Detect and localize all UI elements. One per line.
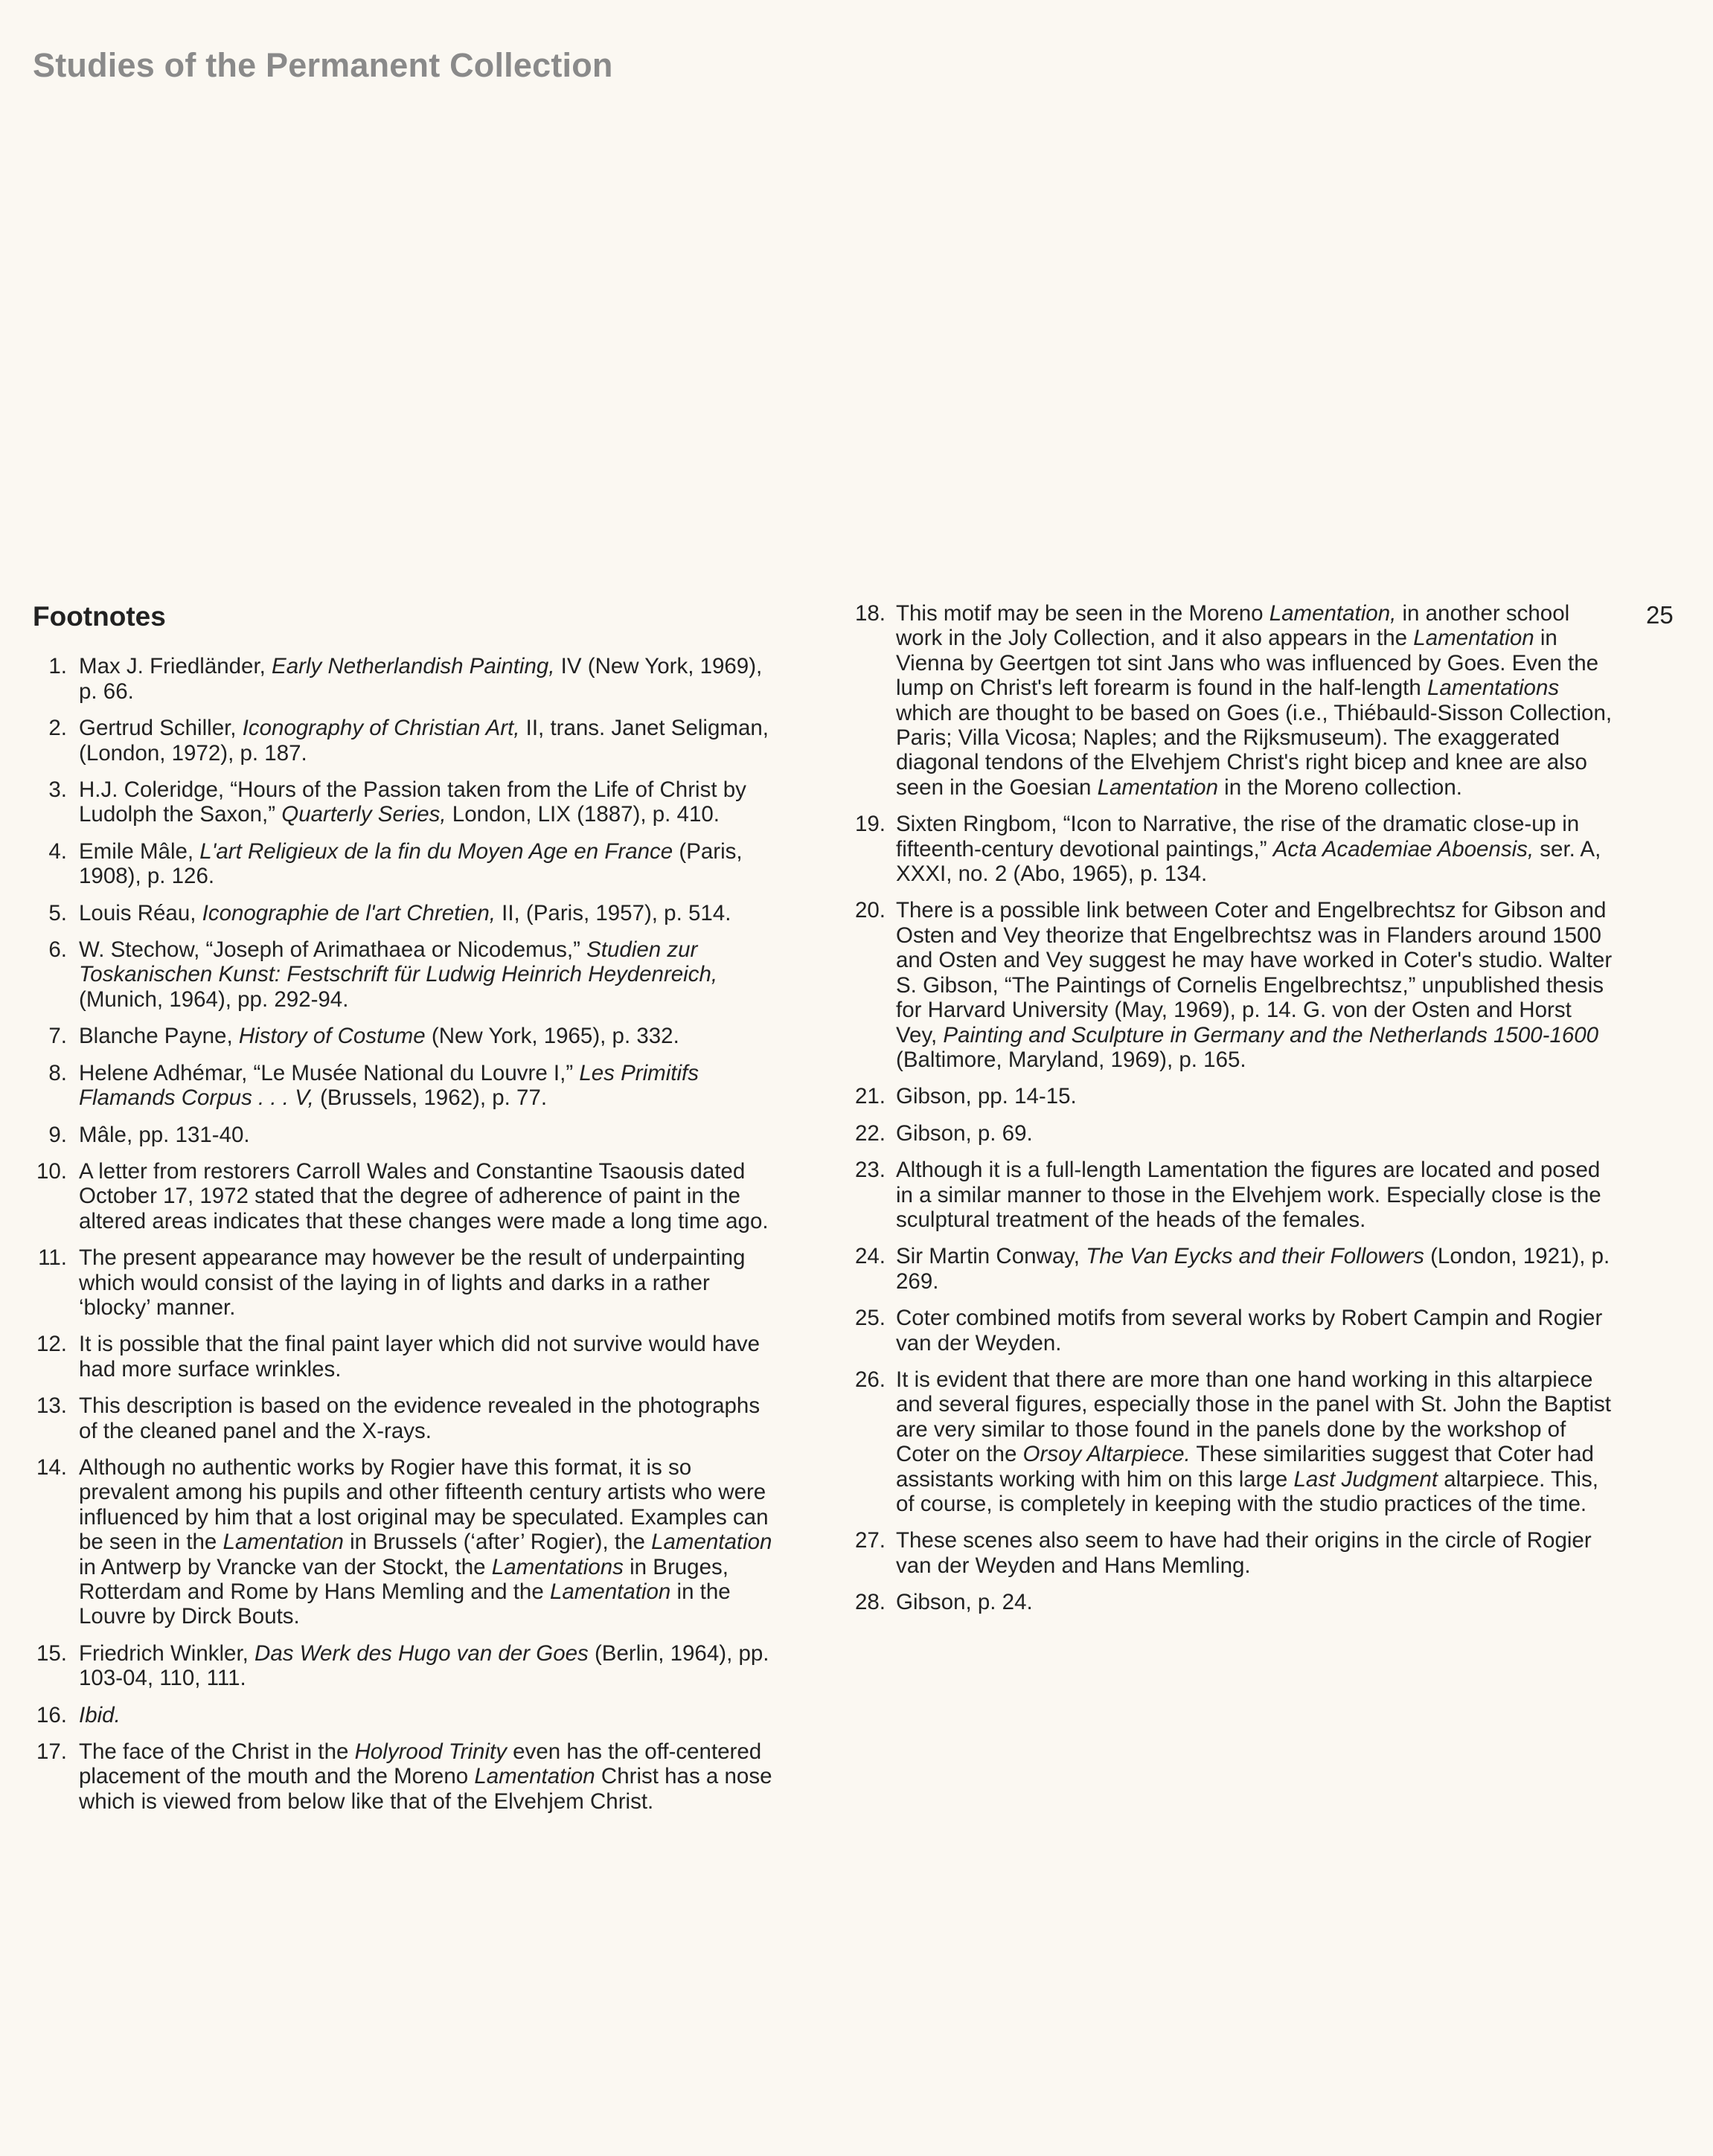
footnote-number: 11. [38,1245,67,1271]
footnote-text-segment: Sixten Ringbom, “Icon to Narrative, the rise of the dramatic close-up in fifteenth-century devotional paintings,” [896,812,1580,862]
footnote-text-segment: W. Stechow, “Joseph of Arimathaea or Nicodemus,” [79,937,587,963]
footnote-text-segment: Mâle, pp. 131-40. [79,1122,250,1147]
footnote-number: 1. [48,654,67,679]
footnote-text [79,1455,777,1629]
footnote-text-segment: Gertrud Schiller, [79,716,243,741]
footnote-text-segment: (New York, 1965), p. 332. [425,1024,679,1049]
footnote-text-segment: A letter from restorers Carroll Wales and Constantine Tsaousis dated October 17, 1972 stated that the degree of adherence of paint in the altered areas indicates that these changes were made a long time ago. [79,1158,769,1233]
footnote-text-segment: Coter combined motifs from several works by Robert Campin and Rogier van der Weyden. [896,1306,1603,1355]
footnote-text-segment: II, trans. Janet Seligman, (London, 1972), p. 187. [79,716,769,766]
footnote-number: 28. [854,1590,886,1615]
footnote-text [79,1024,777,1048]
footnote-text [79,1641,777,1691]
footnote-text [896,1590,1615,1614]
footnote [848,1367,1615,1516]
footnote-text [79,1245,777,1320]
footnote-text-segment: (Munich, 1964), pp. 292-94. [79,986,349,1012]
footnote-text-segment: even has the off-centered placement of the mouth and the Moreno [79,1739,762,1789]
footnote-number: 23. [854,1158,886,1183]
footnote-text-segment: These scenes also seem to have had their origins in the circle of Rogier van der Weyden and Hans Memling. [896,1528,1592,1578]
footnote-text-segment: It is evident that there are more than one hand working in this altarpiece and several figures, especially those in the panel with St. John the Baptist are very similar to those found in the panels done by the workshop of Coter on the [896,1367,1611,1467]
footnote-text-segment: in Brussels (‘after’ Rogier), the [343,1530,652,1555]
footnote-text-segment: This description is based on the evidence revealed in the photographs of the cleaned panel and the X-rays. [79,1393,761,1443]
footnote [33,839,777,889]
footnote-title-italic: Lamentation [474,1764,595,1789]
footnote-text-segment: Gibson, p. 69. [896,1120,1033,1146]
footnote-number: 24. [854,1244,886,1269]
footnote-number: 10. [36,1158,67,1184]
footnote-text-segment: Emile Mâle, [79,838,200,864]
footnote-text [79,1739,777,1814]
footnote-text-segment: (Brussels, 1962), p. 77. [313,1085,548,1111]
footnote [33,901,777,925]
footnote [33,1641,777,1691]
footnote [33,654,777,704]
footnote-text-segment: Blanche Payne, [79,1024,239,1049]
footnote-title-italic: Lamentation [222,1530,344,1555]
footnote-number: 14. [36,1454,67,1480]
footnote [33,1123,777,1147]
footnote-text [896,812,1615,886]
footnote [33,1245,777,1320]
footnote-text-segment: (Baltimore, Maryland, 1969), p. 165. [896,1047,1246,1072]
footnote-list-left [33,654,777,1814]
footnote-number: 4. [48,838,67,864]
footnote-title-italic: History of Costume [238,1024,426,1049]
footnote-text-segment: in Antwerp by Vrancke van der Stockt, the [79,1554,492,1579]
footnote-title-italic: Lamentation [1097,774,1218,800]
footnote-number: 22. [854,1120,886,1146]
footnote-number: 15. [36,1640,67,1666]
footnote [848,1244,1615,1294]
footnote [848,1590,1615,1614]
footnote-text [79,1332,777,1382]
footnote-text-segment: There is a possible link between Coter and Engelbrechtsz for Gibson and Osten and Vey theorize that Engelbrechtsz was in Flanders around 1500 and Osten and Vey suggest he may have worked in Coter's studio. Walter S. Gibson, “The Paintings of Cornelis Engelbrechtsz,” unpublished thesis for Harvard University (May, 1969), p. 14. G. von der Osten and Horst Vey, [896,898,1613,1047]
footnote [848,812,1615,886]
footnote-title-italic: Iconography of Christian Art, [242,716,520,741]
footnotes-heading: Footnotes [33,601,166,632]
footnote-number: 6. [48,937,67,963]
running-head: Studies of the Permanent Collection [33,46,613,84]
footnote-title-italic: Quarterly Series, [281,802,446,827]
footnote-text-segment: Gibson, p. 24. [896,1590,1033,1615]
page-number: 25 [1646,601,1674,629]
footnote-text [896,1528,1615,1578]
footnote-number: 9. [48,1122,67,1147]
footnote [33,716,777,766]
footnote-text [79,901,777,925]
footnote [33,1024,777,1048]
footnote-text [79,839,777,889]
footnote-number: 12. [36,1332,67,1357]
footnote-text-segment: The face of the Christ in the [79,1739,355,1765]
footnote-text [896,1367,1615,1516]
footnote-text-segment: in Bruges, Rotterdam and Rome by Hans Memling and the [79,1554,729,1604]
footnote-title-italic: Early Netherlandish Painting, [272,654,555,679]
footnote-number: 2. [48,716,67,741]
footnote-text [79,937,777,1012]
footnote-text [896,898,1615,1072]
footnote-text [79,716,777,766]
footnote-text-segment: altarpiece. This, of course, is completely in keeping with the studio practices of the time. [896,1466,1598,1516]
footnote-text [79,1159,777,1233]
footnote [848,1528,1615,1578]
footnote-title-italic: Lamentation [1413,626,1534,651]
footnote [848,898,1615,1072]
footnote-text-segment: This motif may be seen in the Moreno [896,601,1269,626]
footnote-number: 27. [854,1528,886,1553]
footnote-text [896,1244,1615,1294]
footnote-title-italic: Painting and Sculpture in Germany and the Netherlands 1500-1600 [943,1022,1599,1047]
footnote-text-segment: London, LIX (1887), p. 410. [446,802,720,827]
footnote-text [896,1306,1615,1355]
footnote-text-segment: Although it is a full-length Lamentation the figures are located and posed in a similar manner to those in the Elvehjem work. Especially close is the sculptural treatment of the heads of the females. [896,1158,1601,1232]
footnote [848,1306,1615,1355]
footnote [33,777,777,827]
footnote-text-segment: in Vienna by Geertgen tot sint Jans who was influenced by Goes. Even the lump on Christ's left forearm is found in the half-length [896,626,1599,701]
footnote-title-italic: Holyrood Trinity [354,1739,507,1765]
footnote-number: 21. [854,1084,886,1109]
footnote-text-segment: (Paris, 1908), p. 126. [79,838,743,889]
footnote [33,1393,777,1443]
footnote-number: 13. [36,1393,67,1419]
footnote-title-italic: Acta Academiae Aboensis, [1272,836,1534,862]
footnote-text-segment: which are thought to be based on Goes (i.e., Thiébauld-Sisson Collection, Paris; Villa Vicosa; Naples; and the Rijksmuseum). The exaggerated diagonal tendons of the Elvehjem Christ's right bicep and knee are also seen in the Goesian [896,700,1613,800]
footnotes-right-column [848,601,1615,1627]
footnote [33,1703,777,1727]
footnote-title-italic: The Van Eycks and their Followers [1086,1244,1424,1269]
footnote-number: 8. [48,1060,67,1085]
footnote-text-segment: Helene Adhémar, “Le Musée National du Louvre I,” [79,1060,580,1085]
footnote-text-segment: Christ has a nose which is viewed from below like that of the Elvehjem Christ. [79,1764,772,1814]
footnote-text-segment: Gibson, pp. 14-15. [896,1084,1077,1109]
footnote [848,1121,1615,1146]
footnote-title-italic: Lamentations [1427,676,1560,701]
footnote-title-italic: Lamentations [491,1554,624,1579]
footnote-list-right [848,601,1615,1615]
footnote-text [79,777,777,827]
footnote-number: 3. [48,777,67,803]
footnote [33,937,777,1012]
footnote-number: 20. [854,898,886,923]
footnote-title-italic: Last Judgment [1293,1466,1438,1492]
footnote-text-segment: in the Moreno collection. [1217,774,1462,800]
footnote-text [896,601,1615,800]
footnote-title-italic: Lamentation [651,1530,772,1555]
footnote [848,601,1615,800]
footnote [33,1061,777,1111]
footnote-text-segment: in another school work in the Joly Collection, and it also appears in the [896,601,1570,651]
footnote-title-italic: Studien zur Toskanischen Kunst: Festschrift für Ludwig Heinrich Heydenreich, [79,937,718,987]
footnotes-left-column [33,601,777,1826]
footnote-text [79,1123,777,1147]
footnote-text [79,654,777,704]
footnote [33,1455,777,1629]
footnote [33,1739,777,1814]
footnote-title-italic: Das Werk des Hugo van der Goes [254,1640,589,1666]
footnote-title-italic: Ibid. [79,1702,121,1727]
footnote-number: 7. [48,1024,67,1049]
footnote-text-segment: These similarities suggest that Coter had assistants working with him on this large [896,1442,1594,1492]
footnote-title-italic: Orsoy Altarpiece. [1022,1442,1191,1467]
footnote [33,1159,777,1233]
footnote-text-segment: IV (New York, 1969), p. 66. [79,654,763,704]
footnote [848,1158,1615,1232]
footnote-text [896,1084,1615,1109]
footnote-number: 19. [854,812,886,837]
footnote-text [79,1061,777,1111]
footnote-number: 5. [48,900,67,925]
footnote-title-italic: Les Primitifs Flamands Corpus . . . V, [79,1060,699,1111]
footnote-text [79,1393,777,1443]
footnote-text-segment: H.J. Coleridge, “Hours of the Passion taken from the Life of Christ by Ludolph the Saxon,” [79,777,746,827]
footnote-number: 25. [854,1306,886,1331]
footnote-text-segment: The present appearance may however be the result of underpainting which would consist of the laying in of lights and darks in a rather ‘blocky’ manner. [79,1245,746,1320]
footnote-text-segment: (Berlin, 1964), pp. 103-04, 110, 111. [79,1640,769,1691]
footnote-text-segment: Louis Réau, [79,900,202,925]
footnote-title-italic: Lamentation [549,1579,671,1604]
footnote-text [79,1703,777,1727]
footnote-number: 26. [854,1367,886,1392]
footnote-text-segment: (London, 1921), p. 269. [896,1244,1610,1294]
footnote [848,1084,1615,1109]
footnote-text-segment: Sir Martin Conway, [896,1244,1086,1269]
footnote-text-segment: ser. A, XXXI, no. 2 (Abo, 1965), p. 134. [896,836,1601,887]
footnote-text-segment: Although no authentic works by Rogier have this format, it is so prevalent among his pupils and other fifteenth century artists who were influenced by him that a lost original may be speculated. Examples can be seen in the [79,1454,769,1555]
footnote-text [896,1121,1615,1146]
footnote-text-segment: II, (Paris, 1957), p. 514. [495,900,731,925]
footnote-number: 18. [854,601,886,626]
footnote-text-segment: Friedrich Winkler, [79,1640,255,1666]
footnote-text [896,1158,1615,1232]
footnote-number: 17. [36,1739,67,1765]
footnote-title-italic: Lamentation, [1269,601,1397,626]
footnote-number: 16. [36,1702,67,1727]
footnote-text-segment: in the Louvre by Dirck Bouts. [79,1579,731,1629]
footnote [33,1332,777,1382]
footnote-text-segment: Max J. Friedländer, [79,654,272,679]
footnote-text-segment: It is possible that the final paint layer which did not survive would have had more surface wrinkles. [79,1332,761,1382]
footnote-title-italic: L'art Religieux de la fin du Moyen Age en France [199,838,673,864]
footnote-title-italic: Iconographie de l'art Chretien, [202,900,496,925]
